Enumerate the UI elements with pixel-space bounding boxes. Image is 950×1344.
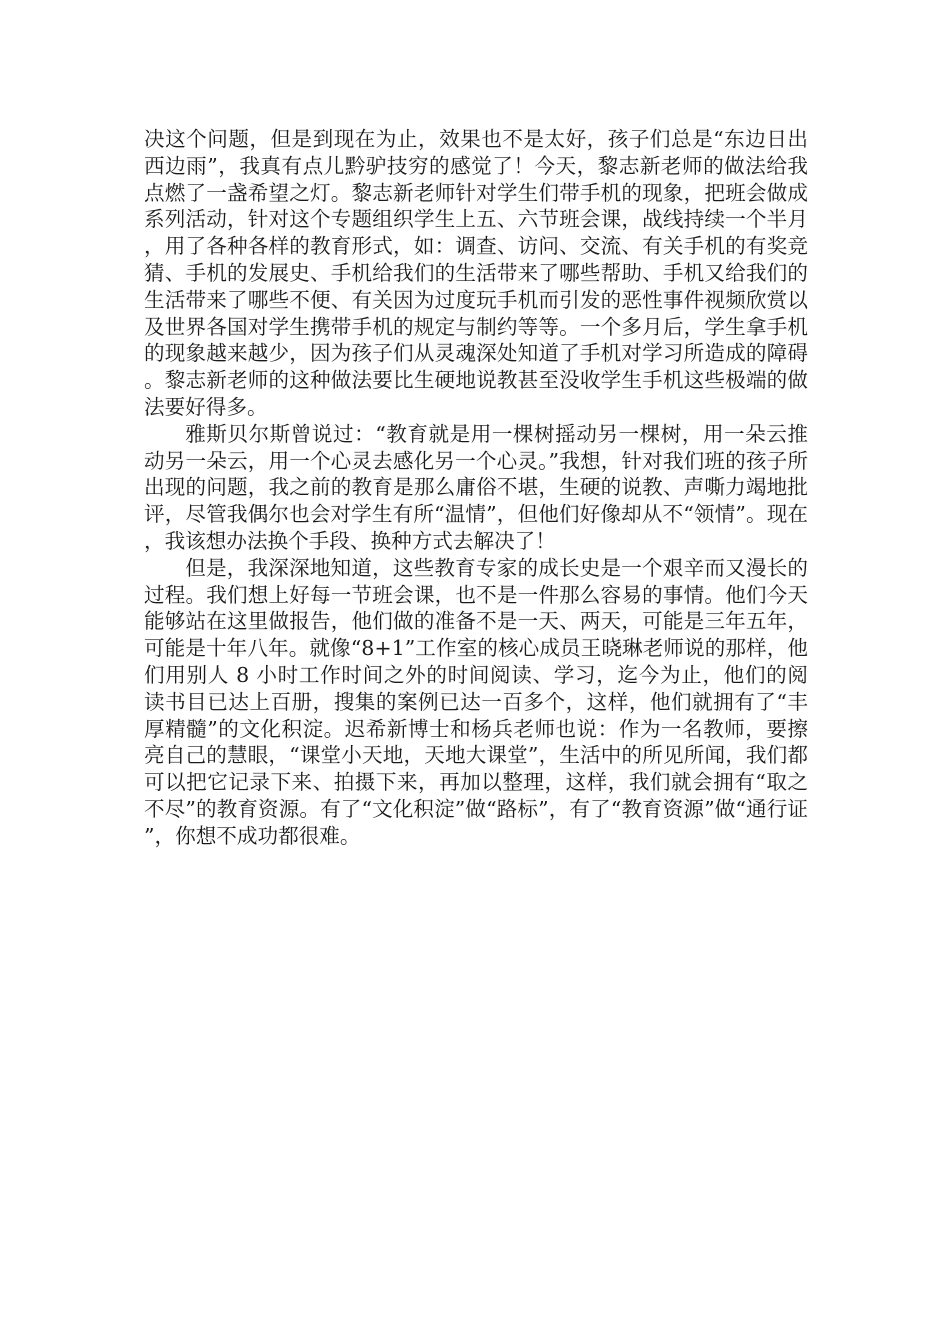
- paragraph-2: 雅斯贝尔斯曾说过：“教育就是用一棵树摇动另一棵树，用一朵云推动另一朵云，用一个心灵去感化另一个心灵。”我想，针对我们班的孩子所出现的问题，我之前的教育是那么庸俗不堪，生硬的说教、声嘶力竭地批评，尽管我偶尔也会对学生有所“温情”，但他们好像却从不“领情”。现在，我该想办法换个手段、换种方式去解决了！: [144, 421, 808, 553]
- paragraph-3: 但是，我深深地知道，这些教育专家的成长史是一个艰辛而又漫长的过程。我们想上好每一节班会课，也不是一件那么容易的事情。他们今天能够站在这里做报告，他们做的准备不是一天、两天，可能是三年五年，可能是十年八年。就像“8+1”工作室的核心成员王晓琳老师说的那样，他们用别人 8 小时工作时间之外的时间阅读、学习，迄今为止，他们的阅读书目已达上百册，搜集的案例已达一百多个，这样，他们就拥有了“丰厚精髓”的文化积淀。迟希新博士和杨兵老师也说：作为一名教师，要擦亮自己的慧眼，“课堂小天地，天地大课堂”，生活中的所见所闻，我们都可以把它记录下来、拍摄下来，再加以整理，这样，我们就会拥有“取之不尽”的教育资源。有了“文化积淀”做“路标”，有了“教育资源”做“通行证”，你想不成功都很难。: [144, 555, 808, 848]
- body-text: [144, 126, 808, 850]
- paragraph-1: 决这个问题，但是到现在为止，效果也不是太好，孩子们总是“东边日出西边雨”，我真有点儿黔驴技穷的感觉了！今天，黎志新老师的做法给我点燃了一盏希望之灯。黎志新老师针对学生们带手机的现象，把班会做成系列活动，针对这个专题组织学生上五、六节班会课，战线持续一个半月，用了各种各样的教育形式，如：调查、访问、交流、有关手机的有奖竞猜、手机的发展史、手机给我们的生活带来了哪些帮助、手机又给我们的生活带来了哪些不便、有关因为过度玩手机而引发的恶性事件视频欣赏以及世界各国对学生携带手机的规定与制约等等。一个多月后，学生拿手机的现象越来越少，因为孩子们从灵魂深处知道了手机对学习所造成的障碍。黎志新老师的这种做法要比生硬地说教甚至没收学生手机这些极端的做法要好得多。: [144, 127, 808, 419]
